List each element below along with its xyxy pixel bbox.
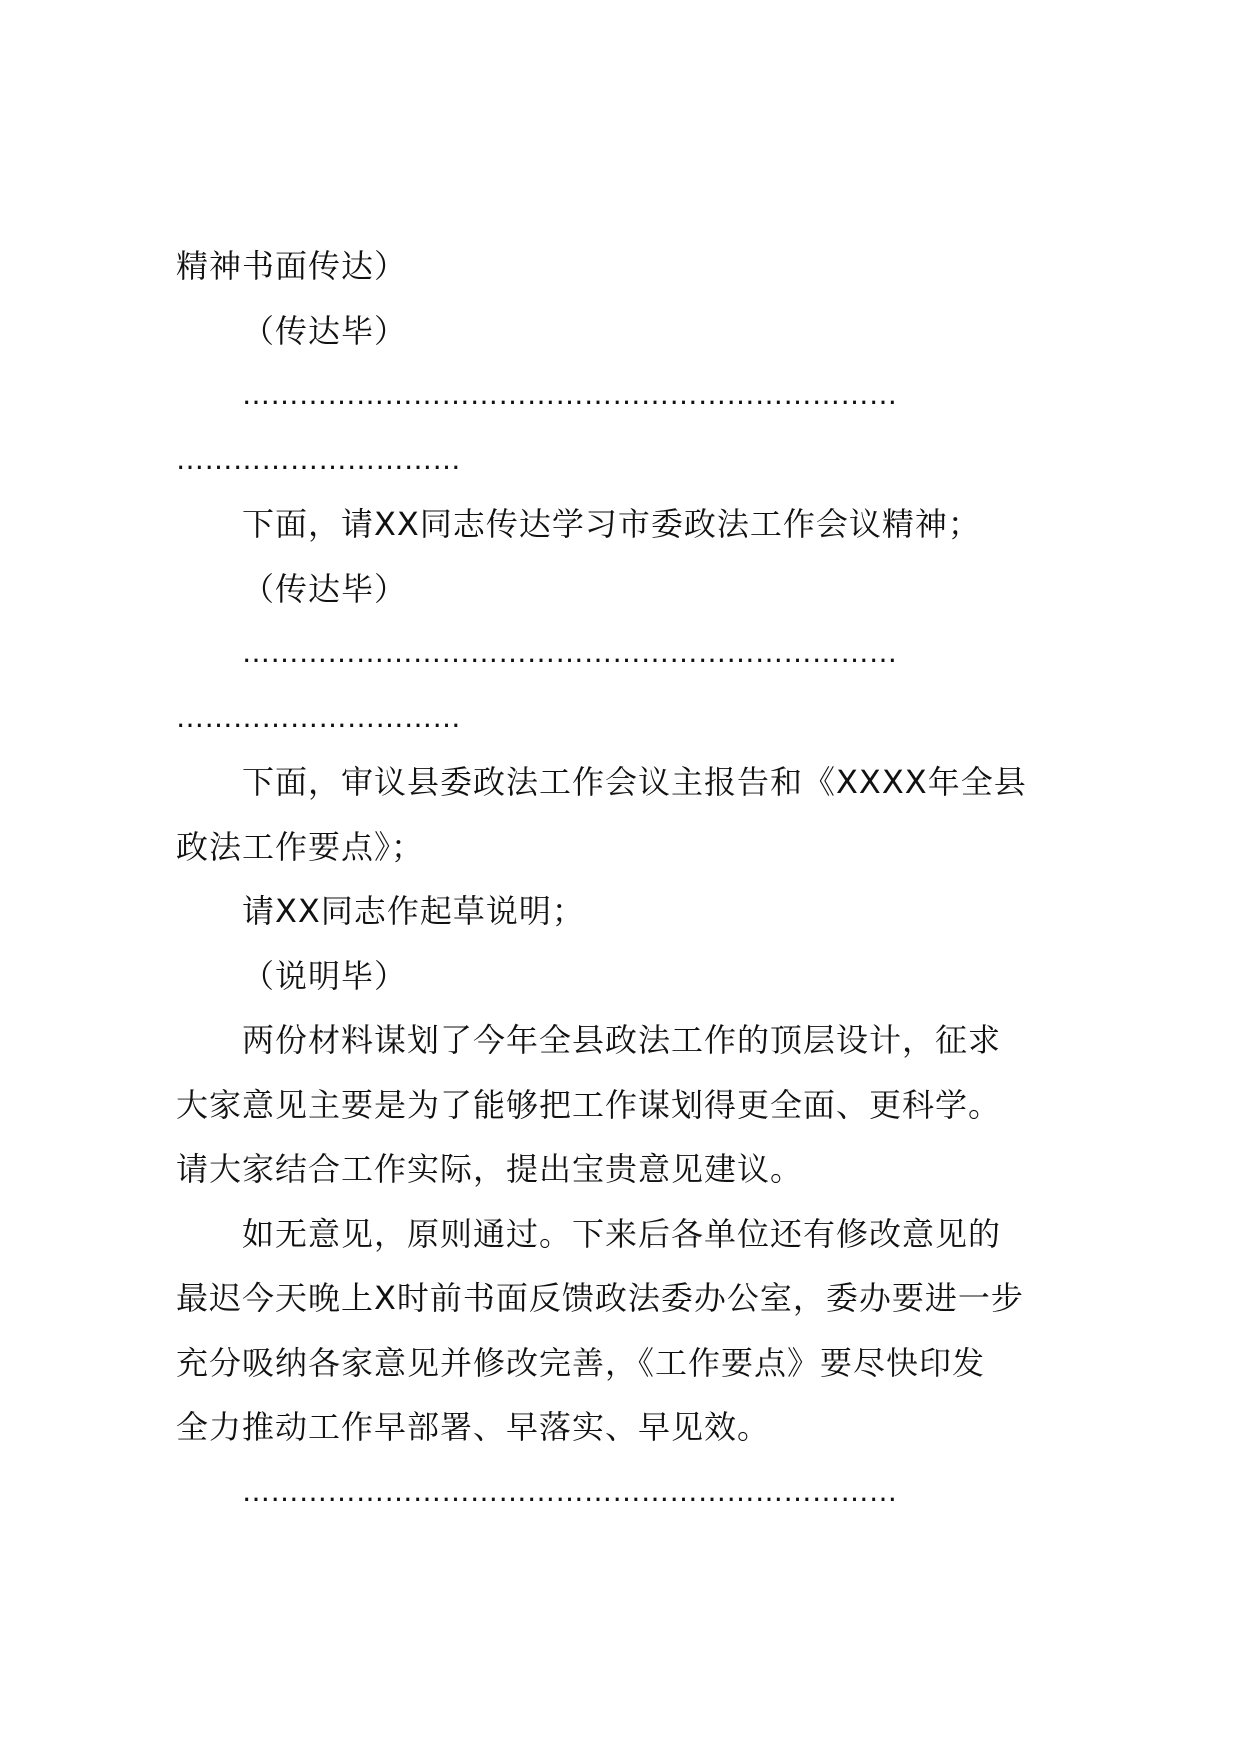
paragraph-line: 最迟今天晚上X时前书面反馈政法委办公室，委办要进一步 — [176, 1279, 1024, 1317]
paragraph-line: 大家意见主要是为了能够把工作谋划得更全面、更科学。 — [176, 1086, 1002, 1124]
paragraph-line: 全力推动工作早部署、早落实、早见效。 — [176, 1408, 771, 1446]
paragraph-line: 下面，审议县委政法工作会议主报告和《XXXX年全县 — [242, 763, 1027, 801]
ellipsis-separator: ………………………… — [176, 443, 461, 476]
ellipsis-separator: …………………………………………………………… — [242, 636, 898, 669]
paragraph-line: 下面，请XX同志传达学习市委政法工作会议精神； — [242, 505, 981, 543]
ellipsis-separator: …………………………………………………………… — [242, 378, 898, 411]
paragraph-line: 如无意见，原则通过。下来后各单位还有修改意见的 — [242, 1215, 1002, 1253]
paragraph-line: 精神书面传达） — [176, 247, 408, 285]
paragraph-line: 政法工作要点》； — [176, 828, 425, 866]
paragraph-line: 请大家结合工作实际，提出宝贵意见建议。 — [176, 1150, 804, 1188]
paragraph-line: （说明毕） — [242, 957, 408, 995]
paragraph-line: （传达毕） — [242, 312, 408, 350]
ellipsis-separator: …………………………………………………………… — [242, 1475, 898, 1508]
paragraph-line: （传达毕） — [242, 570, 408, 608]
paragraph-line: 充分吸纳各家意见并修改完善，《工作要点》要尽快印发 — [176, 1344, 986, 1382]
paragraph-line: 请XX同志作起草说明； — [242, 892, 585, 930]
ellipsis-separator: ………………………… — [176, 701, 461, 734]
paragraph-line: 两份材料谋划了今年全县政法工作的顶层设计，征求 — [242, 1021, 1002, 1059]
